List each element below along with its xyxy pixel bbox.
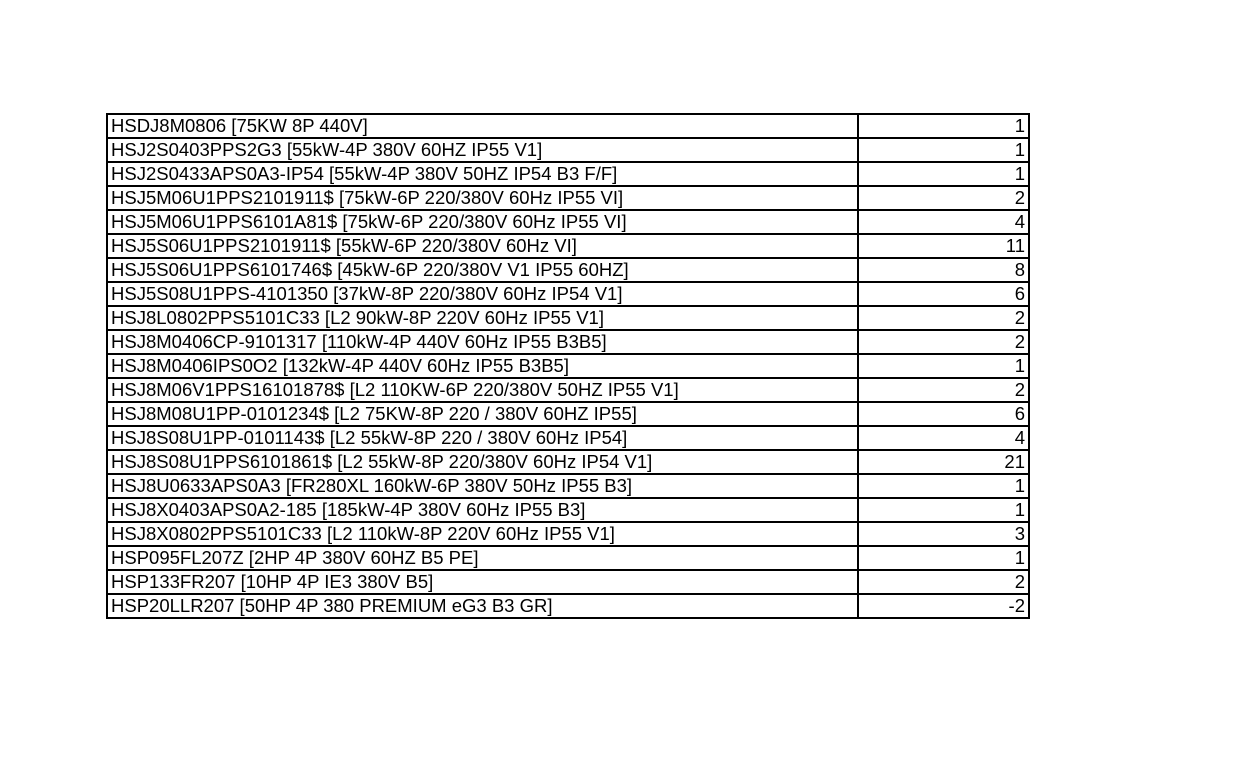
item-quantity-cell[interactable]: 1 <box>858 162 1029 186</box>
table-row <box>107 138 1029 162</box>
item-description-cell[interactable]: HSJ8U0633APS0A3 [FR280XL 160kW-6P 380V 50Hz IP55 B3] <box>107 474 858 498</box>
item-quantity-cell[interactable]: 11 <box>858 234 1029 258</box>
item-quantity-cell[interactable]: 2 <box>858 186 1029 210</box>
item-quantity-cell[interactable]: 1 <box>858 138 1029 162</box>
item-quantity-cell[interactable]: 3 <box>858 522 1029 546</box>
item-description-cell[interactable]: HSP133FR207 [10HP 4P IE3 380V B5] <box>107 570 858 594</box>
item-quantity-cell[interactable]: 1 <box>858 114 1029 138</box>
item-description-cell[interactable]: HSJ5M06U1PPS6101A81$ [75kW-6P 220/380V 60Hz IP55 VI] <box>107 210 858 234</box>
table-row <box>107 186 1029 210</box>
item-description-cell[interactable]: HSJ8X0403APS0A2-185 [185kW-4P 380V 60Hz IP55 B3] <box>107 498 858 522</box>
table-row <box>107 258 1029 282</box>
item-quantity-cell[interactable]: 6 <box>858 402 1029 426</box>
item-description-cell[interactable]: HSJ8M0406IPS0O2 [132kW-4P 440V 60Hz IP55 B3B5] <box>107 354 858 378</box>
item-description-cell[interactable]: HSJ5M06U1PPS2101911$ [75kW-6P 220/380V 60Hz IP55 VI] <box>107 186 858 210</box>
item-quantity-cell[interactable]: 2 <box>858 330 1029 354</box>
item-quantity-cell[interactable]: 1 <box>858 354 1029 378</box>
item-quantity-cell[interactable]: 4 <box>858 210 1029 234</box>
item-description-cell[interactable]: HSJ5S08U1PPS-4101350 [37kW-8P 220/380V 60Hz IP54 V1] <box>107 282 858 306</box>
item-description-cell[interactable]: HSJ8S08U1PP-0101143$ [L2 55kW-8P 220 / 380V 60Hz IP54] <box>107 426 858 450</box>
table-row <box>107 234 1029 258</box>
table-row <box>107 402 1029 426</box>
table-row <box>107 498 1029 522</box>
table-row <box>107 570 1029 594</box>
item-quantity-cell[interactable]: 2 <box>858 306 1029 330</box>
table-row <box>107 474 1029 498</box>
item-quantity-cell[interactable]: -2 <box>858 594 1029 618</box>
item-quantity-cell[interactable]: 1 <box>858 474 1029 498</box>
item-description-cell[interactable]: HSP20LLR207 [50HP 4P 380 PREMIUM eG3 B3 GR] <box>107 594 858 618</box>
table-row <box>107 450 1029 474</box>
item-description-cell[interactable]: HSJ8M06V1PPS16101878$ [L2 110KW-6P 220/380V 50HZ IP55 V1] <box>107 378 858 402</box>
table-row <box>107 378 1029 402</box>
item-quantity-cell[interactable]: 1 <box>858 546 1029 570</box>
item-quantity-cell[interactable]: 21 <box>858 450 1029 474</box>
item-description-cell[interactable]: HSJ2S0403PPS2G3 [55kW-4P 380V 60HZ IP55 V1] <box>107 138 858 162</box>
item-description-cell[interactable]: HSJ8S08U1PPS6101861$ [L2 55kW-8P 220/380V 60Hz IP54 V1] <box>107 450 858 474</box>
item-quantity-cell[interactable]: 2 <box>858 378 1029 402</box>
table-row <box>107 522 1029 546</box>
table-row <box>107 546 1029 570</box>
table-row <box>107 210 1029 234</box>
table-row <box>107 306 1029 330</box>
table-row <box>107 282 1029 306</box>
item-description-cell[interactable]: HSJ8M0406CP-9101317 [110kW-4P 440V 60Hz IP55 B3B5] <box>107 330 858 354</box>
table-row <box>107 594 1029 618</box>
item-quantity-cell[interactable]: 8 <box>858 258 1029 282</box>
item-quantity-cell[interactable]: 2 <box>858 570 1029 594</box>
table-row <box>107 426 1029 450</box>
table-row <box>107 162 1029 186</box>
item-description-cell[interactable]: HSJ5S06U1PPS6101746$ [45kW-6P 220/380V V1 IP55 60HZ] <box>107 258 858 282</box>
item-quantity-cell[interactable]: 6 <box>858 282 1029 306</box>
item-description-cell[interactable]: HSP095FL207Z [2HP 4P 380V 60HZ B5 PE] <box>107 546 858 570</box>
item-description-cell[interactable]: HSJ5S06U1PPS2101911$ [55kW-6P 220/380V 60Hz VI] <box>107 234 858 258</box>
table-row <box>107 114 1029 138</box>
item-quantity-cell[interactable]: 1 <box>858 498 1029 522</box>
item-description-cell[interactable]: HSDJ8M0806 [75KW 8P 440V] <box>107 114 858 138</box>
item-description-cell[interactable]: HSJ8M08U1PP-0101234$ [L2 75KW-8P 220 / 380V 60HZ IP55] <box>107 402 858 426</box>
table-body <box>107 114 1029 618</box>
spreadsheet-area <box>106 113 1030 619</box>
table-row <box>107 354 1029 378</box>
item-description-cell[interactable]: HSJ2S0433APS0A3-IP54 [55kW-4P 380V 50HZ IP54 B3 F/F] <box>107 162 858 186</box>
item-description-cell[interactable]: HSJ8L0802PPS5101C33 [L2 90kW-8P 220V 60Hz IP55 V1] <box>107 306 858 330</box>
item-quantity-cell[interactable]: 4 <box>858 426 1029 450</box>
item-description-cell[interactable]: HSJ8X0802PPS5101C33 [L2 110kW-8P 220V 60Hz IP55 V1] <box>107 522 858 546</box>
stock-table <box>106 113 1030 619</box>
table-row <box>107 330 1029 354</box>
